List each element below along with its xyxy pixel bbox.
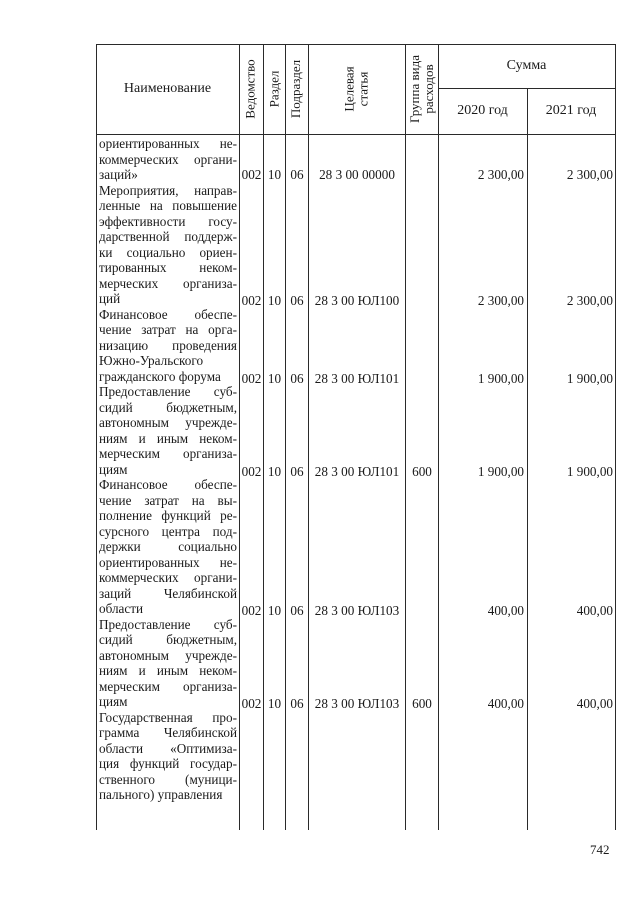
- row-name-word: поддерж-: [184, 229, 237, 244]
- row-name-word: дарственной: [99, 229, 170, 244]
- row-name-word: про-: [212, 709, 237, 725]
- cell-sum-2021: 400,00: [576, 696, 613, 711]
- header-summa: Сумма: [506, 58, 547, 73]
- row-name-line: ций: [99, 291, 121, 306]
- cell-podrazdel: 06: [290, 603, 304, 618]
- cell-celevaya-statya: 28 3 00 ЮЛ101: [314, 463, 400, 479]
- row-name-word: на: [185, 322, 199, 337]
- cell-celevaya-statya: 28 3 00 ЮЛ103: [314, 696, 400, 711]
- row-name-word: ре-: [220, 508, 237, 523]
- row-name-word: эффективности: [99, 213, 186, 229]
- row-name-word: органи-: [194, 151, 237, 167]
- row-name-line: [99, 772, 237, 788]
- row-name-line: [99, 663, 237, 679]
- col-divider: [239, 44, 240, 830]
- row-name-word: социально: [126, 244, 186, 260]
- row-name: [99, 710, 237, 803]
- row-name-line: [99, 260, 237, 276]
- cell-sum-2021: 1 900,00: [566, 463, 613, 479]
- col-divider: [527, 88, 528, 830]
- row-name-word: Предоставление: [99, 616, 191, 632]
- row-name-word: учрежде-: [185, 415, 237, 430]
- row-name-line: [99, 322, 237, 338]
- row-name-word: обеспе-: [194, 477, 237, 492]
- row-name-word: автономным: [99, 415, 169, 430]
- row-name-word: низацию: [99, 337, 149, 353]
- row-name-line: пального) управления: [99, 787, 223, 802]
- row-name-word: обеспе-: [194, 306, 237, 322]
- row-name-word: повышение: [172, 198, 237, 213]
- header-celevaya-line2: статья: [355, 71, 371, 107]
- row-name-word: бюджетным,: [166, 632, 237, 647]
- row-name-word: Государственная: [99, 709, 193, 725]
- row-name-line: [99, 415, 237, 431]
- row-name-word: ственного: [99, 771, 156, 787]
- row-name-line: [99, 338, 237, 354]
- col-divider: [308, 44, 309, 830]
- cell-sum-2020: 400,00: [487, 696, 524, 711]
- cell-podrazdel: 06: [290, 696, 304, 711]
- row-name-word: коммерческих: [99, 570, 179, 585]
- row-name: [99, 384, 237, 477]
- row-name-word: госу-: [208, 213, 237, 229]
- header-gruppa: [405, 44, 438, 134]
- row-name-line: [99, 679, 237, 695]
- row-name-line: циям: [99, 694, 128, 709]
- cell-sum-2020: 2 300,00: [477, 293, 524, 308]
- row-name-word: чение: [99, 322, 132, 337]
- cell-celevaya-statya: 28 3 00 ЮЛ101: [314, 370, 400, 386]
- row-name-line: [99, 198, 237, 214]
- row-name-word: ниям: [99, 663, 128, 678]
- row-name-word: ниям: [99, 430, 128, 446]
- cell-razdel: 10: [267, 293, 282, 308]
- row-name-line: гражданского форума: [99, 368, 221, 384]
- row-name-line: [99, 400, 237, 416]
- header-celevaya-line1: Целевая: [341, 66, 357, 112]
- row-name-word: иным: [156, 663, 189, 678]
- cell-razdel: 10: [267, 696, 282, 711]
- row-name: [99, 617, 237, 710]
- cell-gruppa: 600: [412, 696, 432, 711]
- header-podrazdel-text: Подраздел: [288, 59, 304, 119]
- row-name: [99, 477, 237, 617]
- row-name-line: [99, 725, 237, 741]
- row-name-word: ленные: [99, 198, 141, 213]
- row-name-word: не-: [219, 136, 237, 151]
- cell-vedomstvo: 002: [241, 696, 262, 711]
- table-border-left: [96, 44, 97, 830]
- cell-gruppa: 600: [412, 463, 432, 479]
- row-name-word: на: [191, 492, 205, 508]
- row-name-word: неком-: [199, 430, 237, 446]
- row-name-line: [99, 648, 237, 664]
- cell-vedomstvo: 002: [241, 463, 262, 479]
- row-name-line: [99, 431, 237, 447]
- cell-vedomstvo: 002: [241, 370, 262, 386]
- row-name-line: [99, 384, 237, 400]
- header-gruppa-line2: расходов: [420, 64, 436, 114]
- row-name-line: [99, 617, 237, 633]
- col-divider: [405, 44, 406, 830]
- header-celevaya: [308, 44, 405, 134]
- row-name-word: ориентированных: [99, 136, 200, 151]
- row-name-line: циям: [99, 461, 128, 477]
- col-divider: [438, 44, 439, 830]
- row-name-word: учрежде-: [185, 647, 237, 663]
- header-celevaya-text: [342, 66, 370, 111]
- cell-sum-2021: 1 900,00: [566, 370, 613, 386]
- row-name-word: грамма: [99, 725, 140, 740]
- row-name-line: [99, 632, 237, 648]
- row-name-word: функций: [129, 756, 180, 771]
- row-name-word: суб-: [213, 616, 237, 632]
- col-divider: [263, 44, 264, 830]
- cell-sum-2021: 2 300,00: [566, 167, 613, 182]
- row-name-word: мерческим: [99, 678, 160, 694]
- row-name-line: [99, 183, 237, 199]
- row-name-line: [99, 229, 237, 245]
- row-name-line: [99, 539, 237, 555]
- cell-celevaya-statya: 28 3 00 00000: [319, 167, 395, 182]
- row-name-word: неком-: [199, 260, 237, 275]
- row-name-word: организа-: [182, 275, 237, 291]
- row-name-word: функций: [161, 508, 211, 523]
- row-name-word: сидий: [99, 632, 133, 647]
- col-divider: [285, 44, 286, 830]
- row-name-word: орга-: [208, 322, 237, 337]
- row-name-word: мерческим: [99, 446, 160, 461]
- cell-celevaya-statya: 28 3 00 ЮЛ103: [314, 603, 400, 618]
- row-name-line: [99, 570, 237, 586]
- header-razdel-text: Раздел: [266, 70, 281, 108]
- row-name-word: мерческих: [99, 275, 159, 291]
- cell-sum-2020: 1 900,00: [477, 463, 524, 479]
- cell-razdel: 10: [267, 463, 282, 479]
- row-name-word: коммерческих: [99, 151, 179, 167]
- row-name-word: сурсного: [99, 523, 150, 539]
- row-name-word: организа-: [182, 678, 237, 694]
- header-podrazdel: [285, 44, 308, 134]
- header-gruppa-text: [408, 55, 436, 123]
- row-name-word: ки: [99, 244, 113, 260]
- row-name-line: [99, 710, 237, 726]
- row-name-word: бюджетным,: [166, 399, 237, 415]
- row-name-word: и: [138, 663, 146, 678]
- row-name-word: Предоставление: [99, 384, 191, 399]
- row-name-word: тированных: [99, 260, 167, 275]
- row-name: [99, 183, 237, 307]
- row-name-word: Челябинской: [163, 585, 237, 601]
- row-name-line: Южно-Уральского: [99, 353, 204, 368]
- row-name-line: заций»: [99, 167, 138, 182]
- row-name-line: [99, 214, 237, 230]
- row-name-word: полнение: [99, 508, 152, 523]
- cell-razdel: 10: [267, 167, 282, 182]
- row-name-word: суб-: [213, 384, 237, 399]
- row-name-word: иным: [156, 430, 189, 446]
- row-name-word: сидий: [99, 399, 133, 415]
- cell-vedomstvo: 002: [241, 293, 262, 308]
- cell-podrazdel: 06: [290, 293, 304, 308]
- cell-razdel: 10: [267, 603, 282, 618]
- row-name-word: затрат: [144, 492, 179, 508]
- row-name-word: государ-: [189, 756, 237, 771]
- row-name-word: ориен-: [199, 244, 237, 260]
- row-name: [99, 136, 237, 183]
- row-name-word: (муници-: [185, 771, 237, 787]
- row-name-word: ция: [99, 756, 120, 771]
- row-name-word: на: [149, 198, 163, 213]
- row-name-word: вы-: [217, 492, 237, 508]
- cell-celevaya-statya: 28 3 00 ЮЛ100: [314, 293, 400, 308]
- header-gruppa-line1: Группа вида: [406, 55, 422, 123]
- row-name-word: Мероприятия,: [99, 182, 179, 198]
- row-name-word: проведения: [172, 337, 237, 353]
- cell-podrazdel: 06: [290, 463, 304, 479]
- row-name-line: [99, 555, 237, 571]
- table-border-right: [615, 44, 616, 830]
- row-name-word: под-: [212, 523, 237, 539]
- header-bottom-border: [96, 134, 616, 135]
- cell-sum-2020: 1 900,00: [477, 370, 524, 386]
- row-name-line: [99, 152, 237, 168]
- row-name-word: неком-: [199, 663, 237, 678]
- row-name-line: [99, 508, 237, 524]
- row-name-line: [99, 446, 237, 462]
- cell-vedomstvo: 002: [241, 167, 262, 182]
- row-name-word: держки: [99, 539, 141, 554]
- row-name-word: социально: [178, 539, 237, 554]
- row-name-word: «Оптимиза-: [170, 740, 237, 756]
- row-name-line: [99, 307, 237, 323]
- row-name-line: [99, 245, 237, 261]
- cell-razdel: 10: [267, 370, 282, 386]
- row-name-line: [99, 756, 237, 772]
- row-name-word: не-: [219, 554, 237, 570]
- header-vedomstvo: [239, 44, 263, 134]
- row-name-line: [99, 276, 237, 292]
- row-name-word: чение: [99, 492, 132, 508]
- row-name-word: органи-: [194, 570, 237, 585]
- header-razdel: [263, 44, 285, 134]
- cell-sum-2020: 2 300,00: [477, 167, 524, 182]
- header-name: Наименование: [123, 81, 212, 96]
- row-name-line: [99, 136, 237, 152]
- row-name-word: Финансовое: [99, 306, 168, 322]
- row-name-word: направ-: [194, 182, 237, 198]
- row-name-line: [99, 586, 237, 602]
- header-year-2020: 2020 год: [457, 103, 508, 118]
- row-name-word: ориентированных: [99, 554, 200, 570]
- cell-sum-2021: 400,00: [576, 603, 613, 618]
- row-name-line: [99, 741, 237, 757]
- page-number: 742: [590, 842, 610, 857]
- row-name-word: организа-: [182, 446, 237, 461]
- row-name-word: центра: [161, 523, 200, 539]
- row-name-word: автономным: [99, 647, 169, 663]
- row-name-line: [99, 477, 237, 493]
- cell-vedomstvo: 002: [241, 603, 262, 618]
- row-name-line: области: [99, 601, 144, 616]
- row-name-word: области: [99, 740, 144, 756]
- row-name-word: и: [138, 430, 146, 446]
- row-name-line: [99, 524, 237, 540]
- row-name-word: заций: [99, 585, 132, 601]
- header-year-2021: 2021 год: [545, 103, 597, 118]
- row-name: [99, 307, 237, 385]
- cell-podrazdel: 06: [290, 370, 304, 386]
- cell-podrazdel: 06: [290, 167, 304, 182]
- cell-sum-2021: 2 300,00: [566, 293, 613, 308]
- row-name-word: затрат: [141, 322, 176, 337]
- header-vedomstvo-text: Ведомство: [243, 59, 258, 119]
- cell-sum-2020: 400,00: [487, 603, 524, 618]
- row-name-line: [99, 493, 237, 509]
- row-name-word: Финансовое: [99, 477, 168, 492]
- row-name-word: Челябинской: [163, 725, 237, 740]
